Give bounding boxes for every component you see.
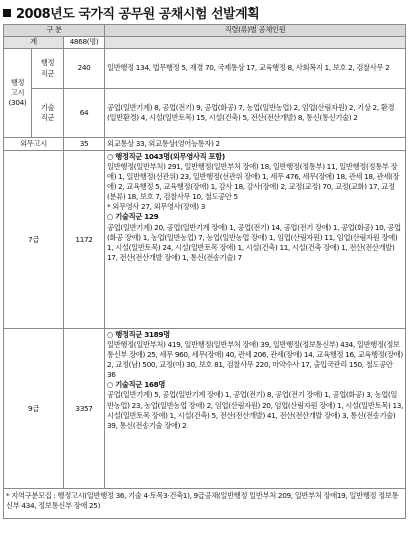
recruitment-table: [3, 24, 406, 519]
grade7-tech-detail: 공업(일반기계) 20, 공업(일반기계 장애) 1, 공업(전기) 14, 공업(전기 장애) 1, 공업(화공) 10, 공업(화공 장애) 1, 농업(일반농업) 7, 농업(일반농업 장애) 1, 임업(산림자원) 11, 임업(산림자원 장애) 1, 시설(일반토목) 24, 시설(일반토목 장애) 1, 시설(건축) 11, 시설(건축 장애) 1, 전산(전산개발) 17, 전산(전산개발 장애) 1, 통신(전송기술) 7: [107, 222, 401, 262]
foreign-detail: 외교통상 33, 외교통상(영어능통자) 2: [105, 138, 406, 151]
haengsi-admin-detail: 일반행정 134, 법무행정 5, 재경 70, 국제통상 17, 교육행정 8, 사회복지 1, 보호 2, 검찰사무 2: [105, 49, 406, 89]
haengsi-tech-label: 기술 직군: [32, 89, 64, 138]
foreign-row: [4, 138, 406, 151]
foreign-count: 35: [64, 138, 105, 151]
total-row: [4, 37, 406, 49]
title-text: 2008년도 국가직 공무원 공채시험 선발계획: [16, 7, 260, 22]
grade9-admin-header: ○ 행정직군 3189명: [107, 330, 170, 340]
grade7-detail: [105, 151, 406, 329]
haengsi-tech-count: 64: [64, 89, 105, 138]
haengsi-admin-row: [4, 49, 406, 89]
grade7-admin-note: * 외무영사 27, 외무영사(장애) 3: [107, 202, 206, 212]
grade7-label: 7급: [4, 151, 64, 329]
grade7-row: [4, 151, 406, 329]
total-label: 계: [4, 37, 64, 49]
foreign-label: 외무고시: [4, 138, 64, 151]
grade9-row: [4, 329, 406, 489]
footnote-row: [4, 489, 406, 519]
haengsi-tech-row: [4, 89, 406, 138]
haengsi-tech-detail: 공업(일반기계) 8, 공업(전기) 9, 공업(화공) 7, 농업(일반농업) 2, 임업(산림자원) 2, 기상 2, 환경(일반환경) 4, 시설(일반토목) 15, 시설(건축) 5, 전산(전산개발) 8, 통신(통신기술) 2: [105, 89, 406, 138]
haengsi-label: 행정 고시 (304): [4, 49, 32, 138]
haengsi-admin-count: 240: [64, 49, 105, 89]
grade9-admin-detail: 일반행정(일반부처) 419, 일반행정(일반부처 장애) 39, 일반행정(정보통신부) 434, 일반행정(정보통신부 장애) 25, 세무 960, 세무(장애) 40, 관세 206, 관세(장애) 14, 교육행정 16, 교육행정(장애) 2, 교정(남) 500, 교정(여) 30, 보호 81, 검찰사무 220, 마약수사 17, 출입국관리 150, 철도공안 36: [107, 340, 403, 380]
grade9-tech-header: ○ 기술직군 168명: [107, 380, 166, 390]
grade7-admin-header: ○ 행정직군 1043명(외무영사직 포함): [107, 152, 225, 162]
grade9-count: 3357: [64, 329, 105, 489]
grade7-admin-detail: 일반행정(일반부처) 291, 일반행정(일반부처 장애) 18, 일반행정(정통부) 11, 일반행정(정통부 장애) 1, 일반행정(선관위) 23, 일반행정(선관위 장애) 1, 세무 476, 세무(장애) 18, 관세 18, 관세(장애) 2, 교육행정 5, 교육행정(장애) 1, 감사 18, 감사(장애) 2, 교정(교정) 70, 교정(교화) 17, 교정(분류) 18, 보호 7, 검찰사무 10, 철도공안 5: [107, 162, 400, 202]
header-category: 구 분: [4, 25, 105, 37]
document-title: [3, 3, 259, 22]
header-row: [4, 25, 406, 37]
grade9-tech-detail: 공업(일반기계) 5, 공업(일반기계 장애) 1, 공업(전기) 8, 공업(전기 장애) 1, 공업(화공) 3, 농업(일반농업) 23, 농업(일반농업 장애) 2, 임업(산림자원) 20, 임업(산림자원 장애) 1, 시설(일반토목) 13, 시설(일반토목 장애) 1, 시설(건축) 5, 전산(전산개발) 41, 전산(전산개발 장애) 3, 통신(전송기술) 39, 통신(전송기술 장애) 2: [107, 390, 403, 430]
square-bullet-icon: [3, 9, 11, 17]
header-staff-by-job: 직렬(류)별 공채인원: [105, 25, 406, 37]
grade7-count: 1172: [64, 151, 105, 329]
grade9-detail: [105, 329, 406, 489]
total-detail-empty: [105, 37, 406, 49]
grade9-label: 9급: [4, 329, 64, 489]
footnote: * 지역구분모집 : 행정고시(일반행정 36, 기술 4·토목3·건축1), 9급공채(일반행정 일반부처 209, 일반부처 장애19, 일반행정 정보통신부 434, 정보통신부 장애 25): [4, 489, 406, 519]
grade7-tech-header: ○ 기술직군 129: [107, 212, 159, 222]
total-count: 4868(명): [64, 37, 105, 49]
haengsi-admin-label: 행정 직군: [32, 49, 64, 89]
